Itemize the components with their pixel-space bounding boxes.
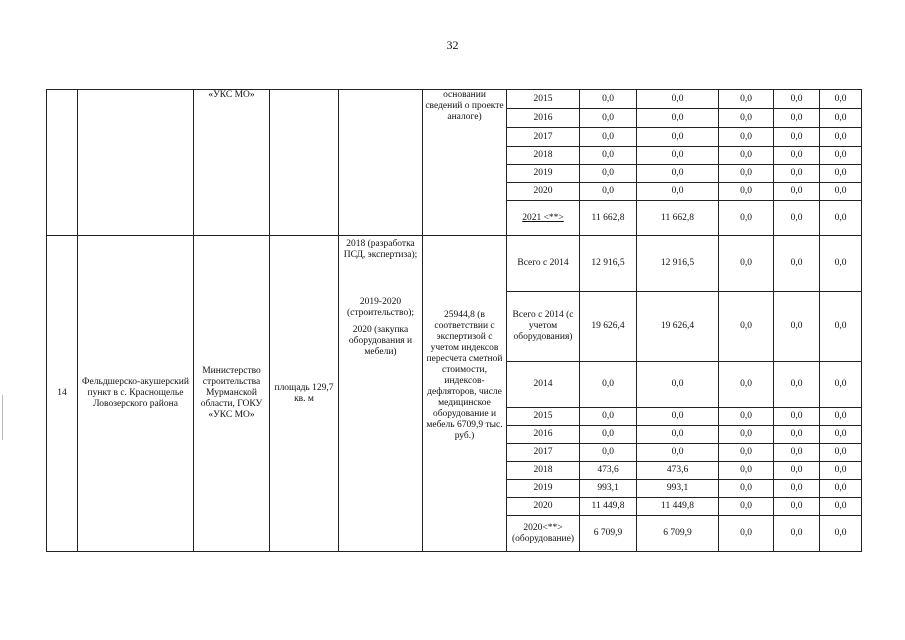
year-cell: 2020 xyxy=(507,183,580,201)
year-cell: 2019 xyxy=(507,480,580,498)
timing-construction: 2019-2020 (строительство); xyxy=(346,297,414,318)
total-cell: 0,0 xyxy=(580,147,637,165)
object-cell xyxy=(78,90,194,236)
total-cell: 11 662,8 xyxy=(580,201,637,236)
timing-cell xyxy=(339,236,423,552)
regional-budget-cell: 0,0 xyxy=(637,426,719,444)
federal-budget-cell: 0,0 xyxy=(719,408,774,426)
other-sources-cell: 0,0 xyxy=(820,90,862,109)
local-budget-cell: 0,0 xyxy=(774,147,820,165)
local-budget-cell: 0,0 xyxy=(774,516,820,552)
total-cell: 0,0 xyxy=(580,109,637,128)
other-sources-cell: 0,0 xyxy=(820,236,862,292)
year-cell: 2015 xyxy=(507,408,580,426)
year-cell: 2021 <**> xyxy=(507,201,580,236)
table-row xyxy=(47,236,862,292)
federal-budget-cell: 0,0 xyxy=(719,128,774,147)
federal-budget-cell: 0,0 xyxy=(719,147,774,165)
object-cell: Фельдшерско-акушерский пункт в с. Краснощелье Ловозерского района xyxy=(78,236,194,552)
regional-budget-cell: 0,0 xyxy=(637,408,719,426)
total-cell: 19 626,4 xyxy=(580,292,637,362)
year-cell: 2020<**> (оборудование) xyxy=(507,516,580,552)
total-cell: 0,0 xyxy=(580,426,637,444)
capacity-cell xyxy=(270,90,339,236)
total-cell: 0,0 xyxy=(580,362,637,408)
local-budget-cell: 0,0 xyxy=(774,408,820,426)
regional-budget-cell: 19 626,4 xyxy=(637,292,719,362)
regional-budget-cell: 11 662,8 xyxy=(637,201,719,236)
regional-budget-cell: 473,6 xyxy=(637,462,719,480)
customer-cell: «УКС МО» xyxy=(194,90,270,236)
other-sources-cell: 0,0 xyxy=(820,362,862,408)
federal-budget-cell: 0,0 xyxy=(719,516,774,552)
year-cell: 2018 xyxy=(507,462,580,480)
other-sources-cell: 0,0 xyxy=(820,426,862,444)
year-cell: 2016 xyxy=(507,426,580,444)
federal-budget-cell: 0,0 xyxy=(719,426,774,444)
regional-budget-cell: 0,0 xyxy=(637,362,719,408)
section-1 xyxy=(47,90,862,236)
local-budget-cell: 0,0 xyxy=(774,201,820,236)
federal-budget-cell: 0,0 xyxy=(719,201,774,236)
local-budget-cell: 0,0 xyxy=(774,498,820,516)
total-cell: 0,0 xyxy=(580,165,637,183)
local-budget-cell: 0,0 xyxy=(774,236,820,292)
regional-budget-cell: 0,0 xyxy=(637,183,719,201)
total-cell: 11 449,8 xyxy=(580,498,637,516)
local-budget-cell: 0,0 xyxy=(774,444,820,462)
timing-equipment: 2020 (закупка оборудования и мебели) xyxy=(348,325,413,357)
cost-cell: 25944,8 (в соответствии с экспертизой с учетом индексов пересчета сметной стоимости, индексов-дефляторов, числе медицинское оборудование и мебель 6709,9 тыс. руб.) xyxy=(423,236,507,552)
local-budget-cell: 0,0 xyxy=(774,183,820,201)
total-cell: 6 709,9 xyxy=(580,516,637,552)
federal-budget-cell: 0,0 xyxy=(719,183,774,201)
row-number-cell: 14 xyxy=(47,236,78,552)
regional-budget-cell: 0,0 xyxy=(637,109,719,128)
other-sources-cell: 0,0 xyxy=(820,498,862,516)
capacity-cell: площадь 129,7 кв. м xyxy=(270,236,339,552)
cost-cell: основании сведений о проекте аналоге) xyxy=(423,90,507,236)
total-cell: 473,6 xyxy=(580,462,637,480)
regional-budget-cell: 0,0 xyxy=(637,90,719,109)
federal-budget-cell: 0,0 xyxy=(719,90,774,109)
local-budget-cell: 0,0 xyxy=(774,128,820,147)
regional-budget-cell: 0,0 xyxy=(637,165,719,183)
local-budget-cell: 0,0 xyxy=(774,292,820,362)
other-sources-cell: 0,0 xyxy=(820,480,862,498)
federal-budget-cell: 0,0 xyxy=(719,462,774,480)
local-budget-cell: 0,0 xyxy=(774,426,820,444)
timing-design: 2018 (разработка ПСД, экспертиза); xyxy=(343,239,418,260)
local-budget-cell: 0,0 xyxy=(774,90,820,109)
federal-budget-cell: 0,0 xyxy=(719,480,774,498)
year-cell: 2018 xyxy=(507,147,580,165)
table-row xyxy=(47,90,862,109)
year-cell: 2017 xyxy=(507,444,580,462)
total-cell: 993,1 xyxy=(580,480,637,498)
local-budget-cell: 0,0 xyxy=(774,362,820,408)
other-sources-cell: 0,0 xyxy=(820,408,862,426)
other-sources-cell: 0,0 xyxy=(820,109,862,128)
other-sources-cell: 0,0 xyxy=(820,462,862,480)
year-cell: 2017 xyxy=(507,128,580,147)
local-budget-cell: 0,0 xyxy=(774,462,820,480)
federal-budget-cell: 0,0 xyxy=(719,444,774,462)
regional-budget-cell: 6 709,9 xyxy=(637,516,719,552)
year-cell: 2015 xyxy=(507,90,580,109)
total-cell: 0,0 xyxy=(580,408,637,426)
year-cell: 2019 xyxy=(507,165,580,183)
row-number-cell xyxy=(47,90,78,236)
federal-budget-cell: 0,0 xyxy=(719,362,774,408)
local-budget-cell: 0,0 xyxy=(774,480,820,498)
regional-budget-cell: 11 449,8 xyxy=(637,498,719,516)
other-sources-cell: 0,0 xyxy=(820,444,862,462)
regional-budget-cell: 0,0 xyxy=(637,128,719,147)
local-budget-cell: 0,0 xyxy=(774,109,820,128)
federal-budget-cell: 0,0 xyxy=(719,292,774,362)
federal-budget-cell: 0,0 xyxy=(719,109,774,128)
section-2 xyxy=(47,236,862,552)
federal-budget-cell: 0,0 xyxy=(719,498,774,516)
other-sources-cell: 0,0 xyxy=(820,165,862,183)
investment-table xyxy=(46,89,862,552)
other-sources-cell: 0,0 xyxy=(820,201,862,236)
federal-budget-cell: 0,0 xyxy=(719,165,774,183)
regional-budget-cell: 12 916,5 xyxy=(637,236,719,292)
other-sources-cell: 0,0 xyxy=(820,128,862,147)
total-cell: 0,0 xyxy=(580,444,637,462)
year-cell: 2016 xyxy=(507,109,580,128)
customer-cell: Министерство строительства Мурманской области, ГОКУ «УКС МО» xyxy=(194,236,270,552)
total-cell: 0,0 xyxy=(580,90,637,109)
other-sources-cell: 0,0 xyxy=(820,516,862,552)
other-sources-cell: 0,0 xyxy=(820,147,862,165)
scan-mark xyxy=(2,395,3,440)
year-cell: Всего с 2014 (с учетом оборудования) xyxy=(507,292,580,362)
timing-cell xyxy=(339,90,423,236)
other-sources-cell: 0,0 xyxy=(820,183,862,201)
total-cell: 0,0 xyxy=(580,183,637,201)
year-cell: 2014 xyxy=(507,362,580,408)
total-cell: 12 916,5 xyxy=(580,236,637,292)
local-budget-cell: 0,0 xyxy=(774,165,820,183)
page-number: 32 xyxy=(446,38,459,52)
regional-budget-cell: 993,1 xyxy=(637,480,719,498)
total-cell: 0,0 xyxy=(580,128,637,147)
regional-budget-cell: 0,0 xyxy=(637,147,719,165)
year-cell: 2020 xyxy=(507,498,580,516)
year-cell: Всего с 2014 xyxy=(507,236,580,292)
regional-budget-cell: 0,0 xyxy=(637,444,719,462)
other-sources-cell: 0,0 xyxy=(820,292,862,362)
federal-budget-cell: 0,0 xyxy=(719,236,774,292)
